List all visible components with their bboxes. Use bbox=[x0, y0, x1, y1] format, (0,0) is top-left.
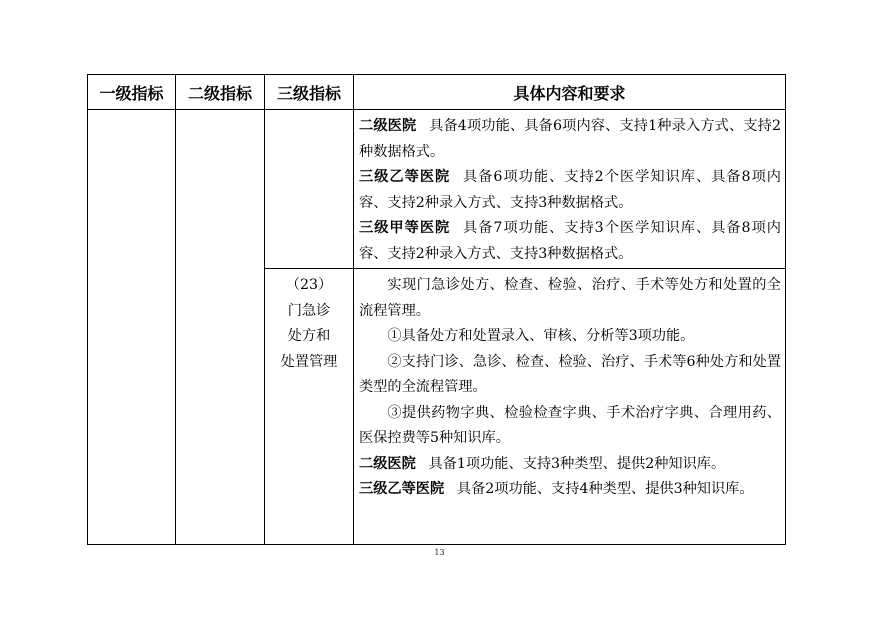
cell-level2 bbox=[176, 110, 265, 545]
indicator-name-line: 处方和 bbox=[287, 328, 331, 344]
intro-text: 实现门急诊处方、检查、检验、治疗、手术等处方和处置的全流程管理。 bbox=[359, 277, 781, 319]
grade-text: 具备4项功能、具备6项内容、支持1种录入方式、支持2种数据格式。 bbox=[359, 118, 781, 160]
grade-text: 具备2项功能、支持4种类型、提供3种知识库。 bbox=[456, 481, 754, 497]
grade-entry bbox=[359, 477, 781, 503]
page-number: 13 bbox=[434, 548, 445, 557]
header-row bbox=[88, 75, 786, 110]
indicator-number: （23） bbox=[285, 277, 333, 293]
table-row bbox=[88, 110, 786, 269]
grade-label: 二级医院 bbox=[359, 455, 416, 472]
header-content: 具体内容和要求 bbox=[354, 75, 786, 110]
header-level1: 一级指标 bbox=[88, 75, 176, 110]
grade-text: 具备6项功能、支持2个医学知识库、具备8项内容、支持2种录入方式、支持3种数据格式。 bbox=[359, 169, 781, 211]
requirement-item: ①具备处方和处置录入、审核、分析等3项功能。 bbox=[387, 328, 695, 344]
requirements-table bbox=[87, 74, 786, 545]
requirement-item: ②支持门诊、急诊、检查、检验、治疗、手术等6种处方和处置类型的全流程管理。 bbox=[359, 353, 781, 395]
grade-entry bbox=[359, 165, 781, 216]
cell-level3 bbox=[265, 269, 354, 545]
grade-label: 三级乙等医院 bbox=[359, 481, 445, 497]
grade-entry bbox=[359, 114, 781, 165]
cell-content bbox=[354, 110, 786, 269]
grade-entry bbox=[359, 452, 781, 478]
cell-level1 bbox=[88, 110, 176, 545]
cell-level3-empty bbox=[265, 110, 354, 269]
grade-label: 二级医院 bbox=[359, 118, 417, 134]
grade-label: 三级甲等医院 bbox=[359, 220, 451, 236]
indicator-name-line: 门急诊 bbox=[287, 302, 331, 319]
header-level3: 三级指标 bbox=[265, 75, 354, 110]
grade-entry bbox=[359, 216, 781, 267]
indicator-name-line: 处置管理 bbox=[280, 353, 338, 370]
grade-label: 三级乙等医院 bbox=[359, 169, 451, 185]
cell-content bbox=[354, 269, 786, 545]
header-level2: 二级指标 bbox=[176, 75, 265, 110]
grade-text: 具备7项功能、支持3个医学知识库、具备8项内容、支持2种录入方式、支持3种数据格式。 bbox=[359, 220, 781, 262]
grade-text: 具备1项功能、支持3种类型、提供2种知识库。 bbox=[428, 455, 726, 472]
requirement-item: ③提供药物字典、检验检查字典、手术治疗字典、合理用药、医保控费等5种知识库。 bbox=[359, 404, 781, 446]
